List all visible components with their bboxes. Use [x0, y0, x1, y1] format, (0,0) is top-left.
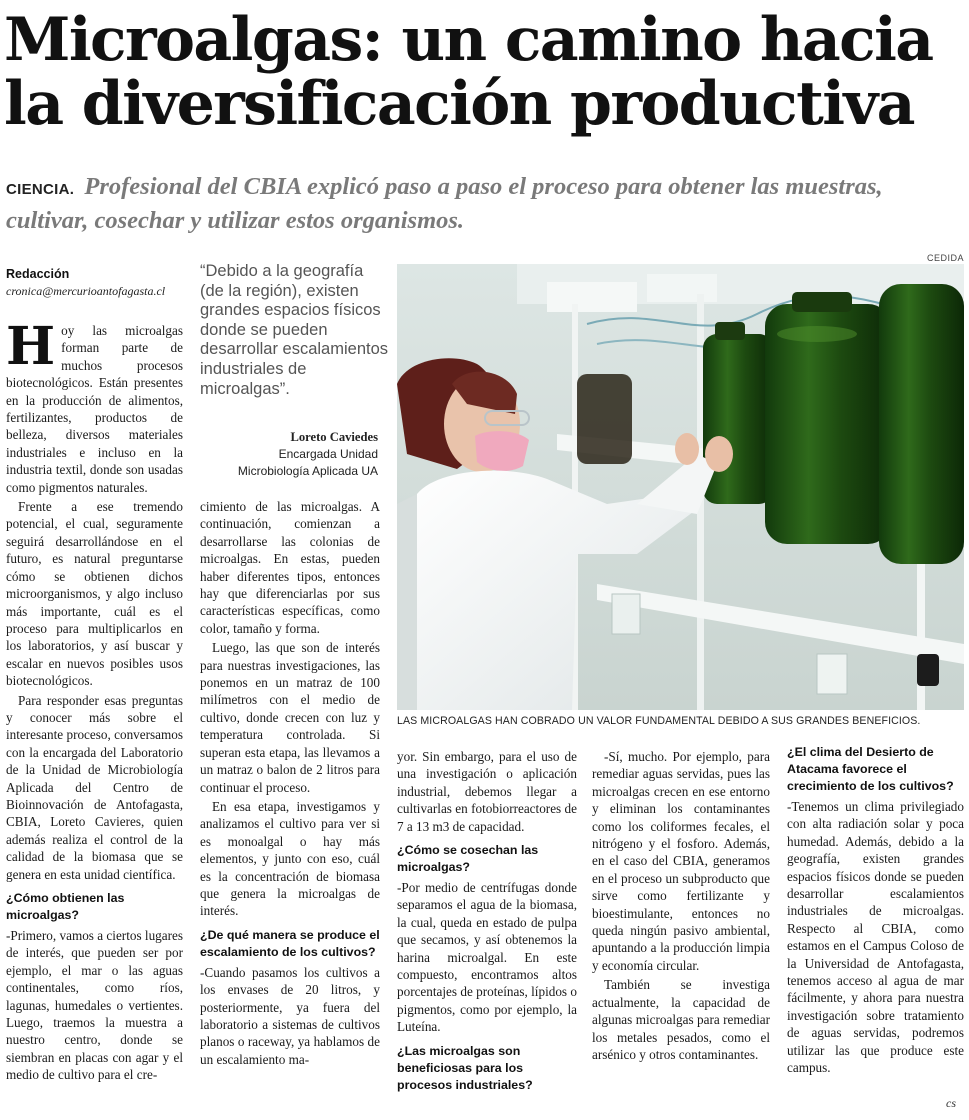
photo-credit: CEDIDA [926, 253, 964, 263]
question-heading: ¿Cómo se cosechan las microalgas? [397, 843, 539, 875]
photo-caption: LAS MICROALGAS HAN COBRADO UN VALOR FUNDAMENTAL DEBIDO A SUS GRANDES BENEFICIOS. [397, 715, 921, 727]
paragraph: Luego, las que son de interés para nuestras investigaciones, las ponemos en un matraz de 100 milímetros con el medio de cultivo, donde crecen con luz y temperatura controlada. Si superan esta etapa, las llevamos a un matraz o balon de 2 litros para continuar el proceso. [200, 640, 380, 795]
question-heading: ¿Cómo obtienen las microalgas? [6, 891, 125, 922]
headline [4, 5, 964, 139]
paragraph: En esa etapa, investigamos y analizamos el cultivo para ver si es monoalgal o hay más elementos, y junto con eso, cuál es la concentración de biomasa que genera la microalgas de interés. [200, 798, 380, 919]
paragraph: Para responder esas preguntas y conocer más sobre el interesante proceso, conversamos con la encargada del Laboratorio de la Unidad de Microbiología Aplicada del Centro de Bioinnovación de Antofagasta, CBIA, Loreto Cavieres, quien además realiza el control de la calidad de la biomasa que se genera en esta unidad científica. [6, 692, 183, 882]
paragraph: -Cuando pasamos los cultivos a los envases de 20 litros, y posteriormente, ya fuera del laboratorio a sistemas de cultivos planos o raceway, ya hablamos de un escalamiento ma- [200, 964, 380, 1067]
paragraph: cimiento de las microalgas. A continuación, comienzan a desarrollarse las colonias de microalgas. En estas, pueden haber diferentes tipos, entonces hay que diferenciarlas por sus características específicas, como color, tamaño y forma. [200, 499, 380, 636]
paragraph: -Tenemos un clima privilegiado con alta radiación solar y poca humedad. Además, debido a la geografía, existen grandes espacios físicos donde se pueden desarrollar escalamientos industriales de microalgas. Respecto al CBIA, como estamos en el Campus Coloso de la Universidad de Antofagasta, tenemos acceso al agua de mar fácilmente, y ahora para nuestra investigación sobre tratamiento de aguas servidas, podremos utilizar las que produce este campus. [787, 799, 964, 1076]
paragraph: También se investiga actualmente, la capacidad de algunas microalgas para remediar los metales pesados, como el arsénico y otros contaminantes. [592, 977, 770, 1062]
paragraph: yor. Sin embargo, para el uso de una investigación o aplicación industrial, debemos llegar a cultivarlas en fotobiorreactores de 7 a 13 m3 de capacidad. [397, 749, 577, 834]
question-heading: ¿De qué manera se produce el escalamiento de los cultivos? [200, 927, 380, 959]
column-2 [200, 498, 380, 1070]
deck [6, 171, 936, 236]
question-heading: ¿Las microalgas son beneficiosas para los procesos industriales? [397, 1043, 533, 1092]
pull-quote: “Debido a la geografía (de la región), existen grandes espacios físicos donde se pueden desarrollar escalamientos industriales de microalgas”. [200, 262, 389, 398]
question-heading: ¿El clima del Desierto de Atacama favorece el crecimiento de los cultivos? [787, 745, 954, 793]
paragraph: Frente a ese tremendo potencial, el cual, seguramente seguirá desarrollándose en el futuro, es natural preguntarse cómo se obtienen dichos microorganismos, y algo incluso más importante, cuál es el proceso para multiplicarlos en los laboratorios, y así buscar y escalar en nuevos posibles usos biotecnológicos. [6, 499, 183, 689]
column-5 [787, 744, 964, 1079]
byline-name: Redacción [6, 267, 70, 281]
column-3 [397, 748, 577, 1097]
headline-line-2: la diversificación productiva [4, 69, 914, 139]
deck-text: Profesional del CBIA explicó paso a paso el proceso para obtener las muestras, cultivar, cosechar y utilizar estos organismos. [6, 173, 883, 234]
headline-line-1: Microalgas: un camino hacia [4, 5, 933, 75]
pull-quote-attribution [200, 429, 378, 480]
quote-author-name: Loreto Caviedes [290, 430, 378, 444]
paragraph-intro: Hoy las microalgas forman parte de muchos procesos biotecnológicos. Están presentes en la producción de alimentos, fertilizantes, productos de belleza, diversos materiales industriales e incluso en la industria textil, donde son usadas como pigmentos naturales. [6, 316, 183, 495]
section-tag: CIENCIA. [6, 181, 75, 198]
drop-cap: H [6, 316, 56, 377]
column-4 [592, 748, 770, 1065]
paragraph: -Sí, mucho. Por ejemplo, para remediar aguas servidas, pues las microalgas crecen en ese entorno y eliminan los contaminantes como los coliformes fecales, el nitrógeno y el fosforo. Además, en el caso del CBIA, generamos en el proceso un subproducto que sirve como fertilizante y bioestimulante, entonces no queda ningún pasivo ambiental, apuntando a la producción limpia y economía circular. [592, 749, 770, 973]
quote-author-unit: Microbiología Aplicada UA [237, 464, 378, 478]
quote-author-role: Encargada Unidad [278, 447, 378, 461]
paragraph: -Por medio de centrífugas donde separamos el agua de la biomasa, la cual, queda en estado de pulpa que secamos, y así obtenemos la harina microalgal. En este compuesto, encontramos altos porcentajes de proteínas, lípidos o pigmentos, como por ejemplo, la Luteína. [397, 880, 577, 1035]
paragraph: -Primero, vamos a ciertos lugares de interés, que pueden ser por ejemplo, el mar o las aguas continentales, como ríos, lagunas, humedales o vertientes. Luego, traemos la muestra a nuestro centro, donde se siembran en placas con agar y el medio de cultivo para el cre- [6, 928, 183, 1083]
byline-email[interactable]: cronica@mercurioantofagasta.cl [6, 284, 166, 298]
lab-photo [397, 264, 964, 710]
end-mark: cs [946, 1096, 956, 1110]
column-1 [6, 316, 183, 1086]
